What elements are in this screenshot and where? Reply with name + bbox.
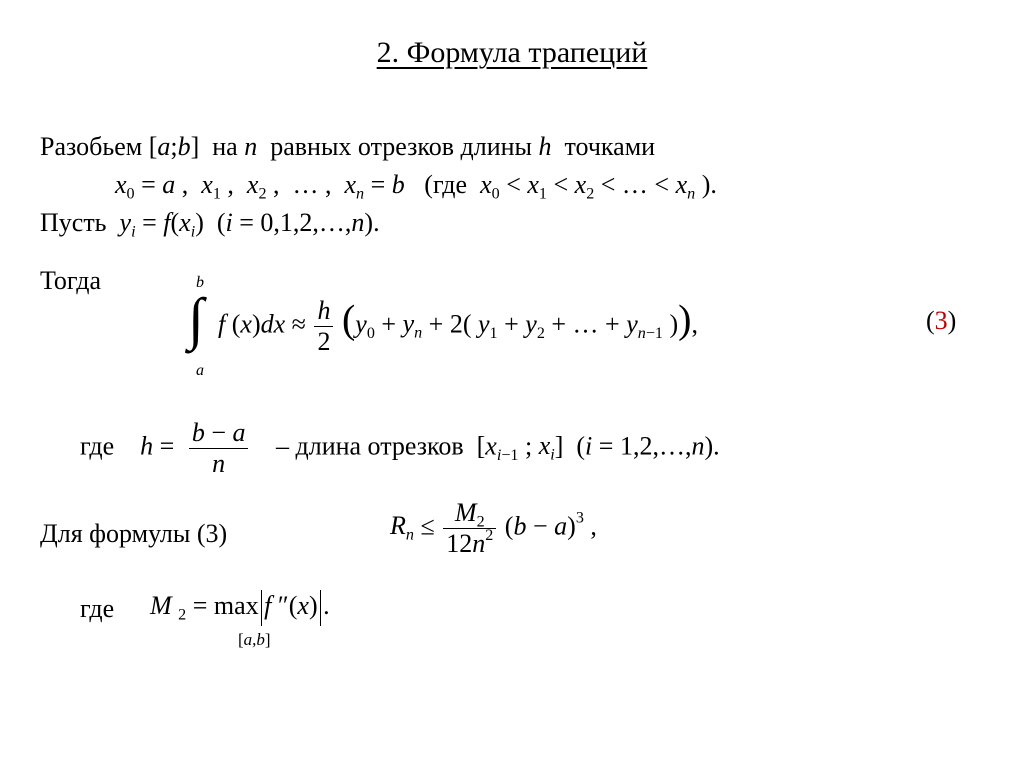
label-then: Тогда: [40, 266, 102, 295]
integral-upper-limit: b: [196, 274, 204, 291]
max-subscript: [a,b]: [238, 630, 271, 649]
trapezoid-formula: f (x)dx ≈ $\frac{h}{2}$ ($y_0 + y_n + 2$( $y_1 + y_2$ + … + $y_{n-1}$ )),: [218, 296, 698, 356]
page-title: 2. Формула трапеций: [376, 36, 648, 69]
where-h-line: где h = $\frac{b - a}{n}$ – длина отрезков [$x_{i-1}$ ; $x_i$] (i = 1,2,…,n).: [80, 418, 720, 478]
line-points: $x_0 = a$ , $x_1$ , $x_2$ , … , $x_n = b$ (где $x_0 < x_1 < x_2$ < … < $x_n$ ).: [115, 170, 717, 203]
label-for-formula: Для формулы (3): [40, 519, 228, 548]
error-estimate: $R_n$ ≤ $\frac{M_2}{12n^2}$ $(b - a)^3$ ,: [390, 498, 597, 558]
integral-lower-limit: a: [196, 362, 204, 379]
line-partition: Разобьем [a;b] на n равных отрезков длины h точками: [40, 132, 656, 161]
integral-sign: ∫: [188, 286, 204, 351]
line-define-y: Пусть $y_i = f(x_i) (i$ = 0,1,2,…,n).: [40, 208, 380, 241]
equation-number: (3): [926, 306, 957, 335]
m2-definition: M $_2$ = max f ″(x) .: [150, 590, 330, 626]
label-where-m2: где: [80, 594, 115, 623]
